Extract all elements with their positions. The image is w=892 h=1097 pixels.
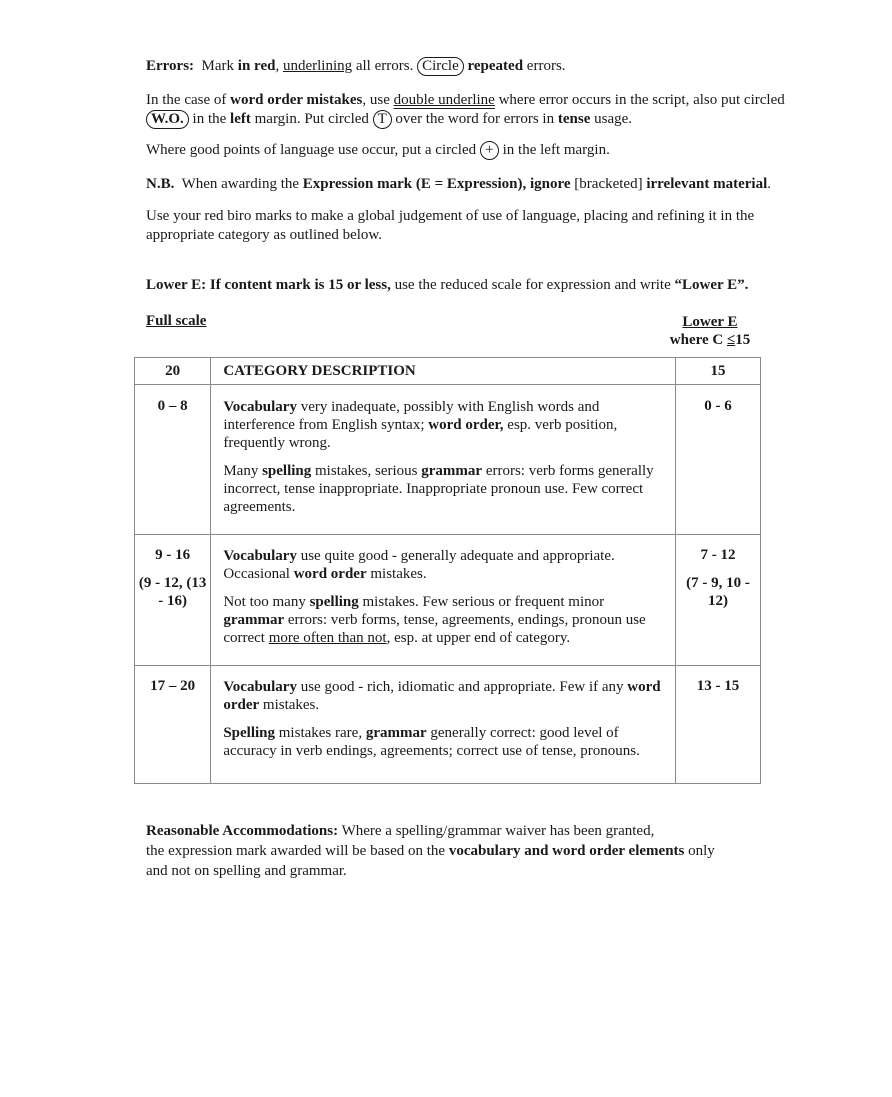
full-scale-range: 0 – 8 <box>157 398 188 414</box>
reasonable-accommodations: Reasonable Accommodations: Where a spelling/grammar waiver has been granted, the expression mark awarded will be based on the vocabulary and word order elements only and not on spelling and grammar. <box>146 823 715 879</box>
lower-scale-range: 13 - 15 <box>696 678 740 694</box>
full-scale-subranges: (9 - 12, (13 - 16) <box>138 575 207 609</box>
table-row <box>135 385 761 535</box>
lower-scale-subranges: (7 - 9, 10 - 12) <box>686 575 750 609</box>
lower-scale-range: 7 - 12 <box>700 547 736 563</box>
nb-instruction: N.B. When awarding the Expression mark (E = Expression), ignore [bracketed] irrelevant material. <box>146 176 772 192</box>
header-category-description: CATEGORY DESCRIPTION <box>211 358 676 385</box>
header-full-scale: 20 <box>135 358 211 385</box>
table-header-row <box>135 358 761 385</box>
tense-circle-symbol: T <box>373 110 392 129</box>
biro-instruction: Use your red biro marks to make a global judgement of use of language, placing and refining it in the appropriate category as outlined below. <box>146 208 755 243</box>
circle-symbol: Circle <box>417 57 464 76</box>
category-table <box>134 357 761 784</box>
lower-e-instruction: Lower E: If content mark is 15 or less, use the reduced scale for expression and write “Lower E”. <box>146 277 749 293</box>
word-order-instruction: In the case of word order mistakes, use double underline where error occurs in the script, also put circled W.O. in the left margin. Put circled T over the word for errors in tense usage. <box>146 92 785 127</box>
table-row <box>135 666 761 784</box>
category-description: Vocabulary use good - rich, idiomatic and appropriate. Few if any word order mistakes. Spelling mistakes rare, grammar generally correct: good level of accuracy in verb endings, agreements; correct use of tense, pronouns. <box>223 679 661 759</box>
errors-instruction: Errors: Mark in red, underlining all errors. Circle repeated errors. <box>146 58 566 74</box>
lower-scale-range: 0 - 6 <box>704 398 732 414</box>
full-scale-label: Full scale <box>146 313 207 329</box>
category-description: Vocabulary very inadequate, possibly with English words and interference from English syntax; word order, esp. verb position, frequently wrong. Many spelling mistakes, serious grammar errors: verb forms generally incorrect, tense inappropriate. Inappropriate pronoun use. Few correct agreements. <box>223 399 654 515</box>
header-lower-scale: 15 <box>676 358 761 385</box>
table-row <box>135 535 761 666</box>
lower-e-scale-label: Lower E where C ≤15 <box>669 314 751 348</box>
full-scale-range: 17 – 20 <box>150 678 196 694</box>
good-points-instruction: Where good points of language use occur, put a circled + in the left margin. <box>146 142 610 158</box>
wo-circle-symbol: W.O. <box>146 110 189 129</box>
category-description: Vocabulary use quite good - generally adequate and appropriate. Occasional word order mistakes. Not too many spelling mistakes. Few serious or frequent minor grammar errors: verb forms, tense, agreements, endings, pronoun use correct more often than not, esp. at upper end of category. <box>223 548 646 646</box>
plus-circle-symbol: + <box>480 141 499 160</box>
full-scale-range: 9 - 16 <box>155 547 191 563</box>
